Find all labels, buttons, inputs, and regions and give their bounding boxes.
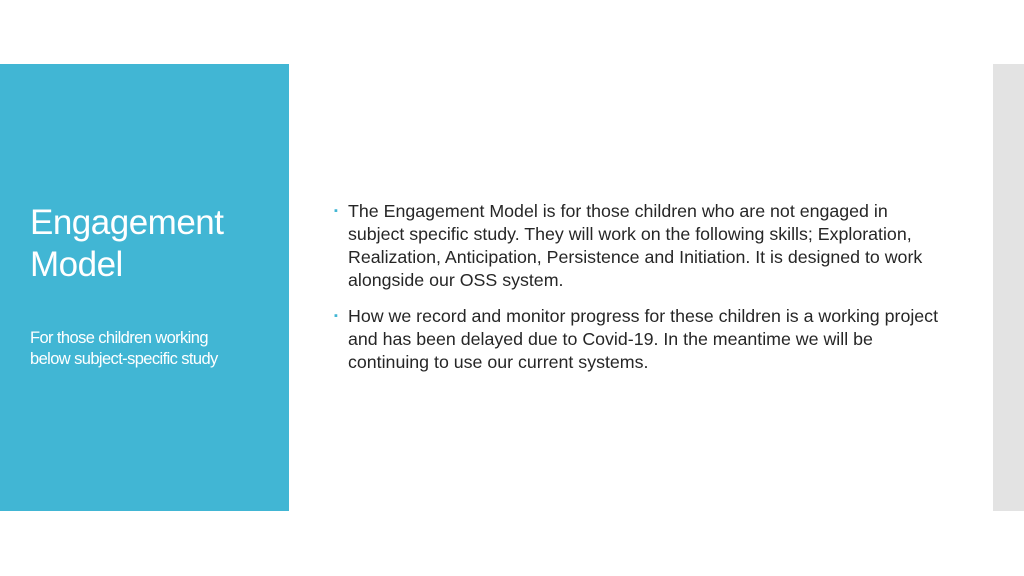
bullet-text: The Engagement Model is for those children who are not engaged in subject specific study. They will work on the following skills; Exploration, Realization, Anticipation, Persistence and Initiation. It is designed to work alongside our OSS system. bbox=[348, 201, 923, 290]
bullet-list bbox=[330, 200, 945, 387]
bullet-text: How we record and monitor progress for these children is a working project and has been delayed due to Covid-19. In the meantime we will be continuing to use our current systems. bbox=[348, 306, 939, 372]
slide-title bbox=[30, 202, 280, 286]
subtitle-line-1: For those children working bbox=[30, 329, 208, 347]
title-line-2: Model bbox=[30, 245, 123, 284]
bullet-dot-icon: ▪ bbox=[334, 205, 338, 217]
bullet-item bbox=[330, 200, 945, 292]
bullet-dot-icon: ▪ bbox=[334, 310, 338, 322]
right-edge-strip bbox=[993, 64, 1024, 511]
title-panel bbox=[0, 64, 289, 511]
title-line-1: Engagement bbox=[30, 203, 224, 242]
subtitle-line-2: below subject-specific study bbox=[30, 350, 218, 368]
bullet-item bbox=[330, 305, 945, 374]
slide-subtitle bbox=[30, 328, 280, 370]
